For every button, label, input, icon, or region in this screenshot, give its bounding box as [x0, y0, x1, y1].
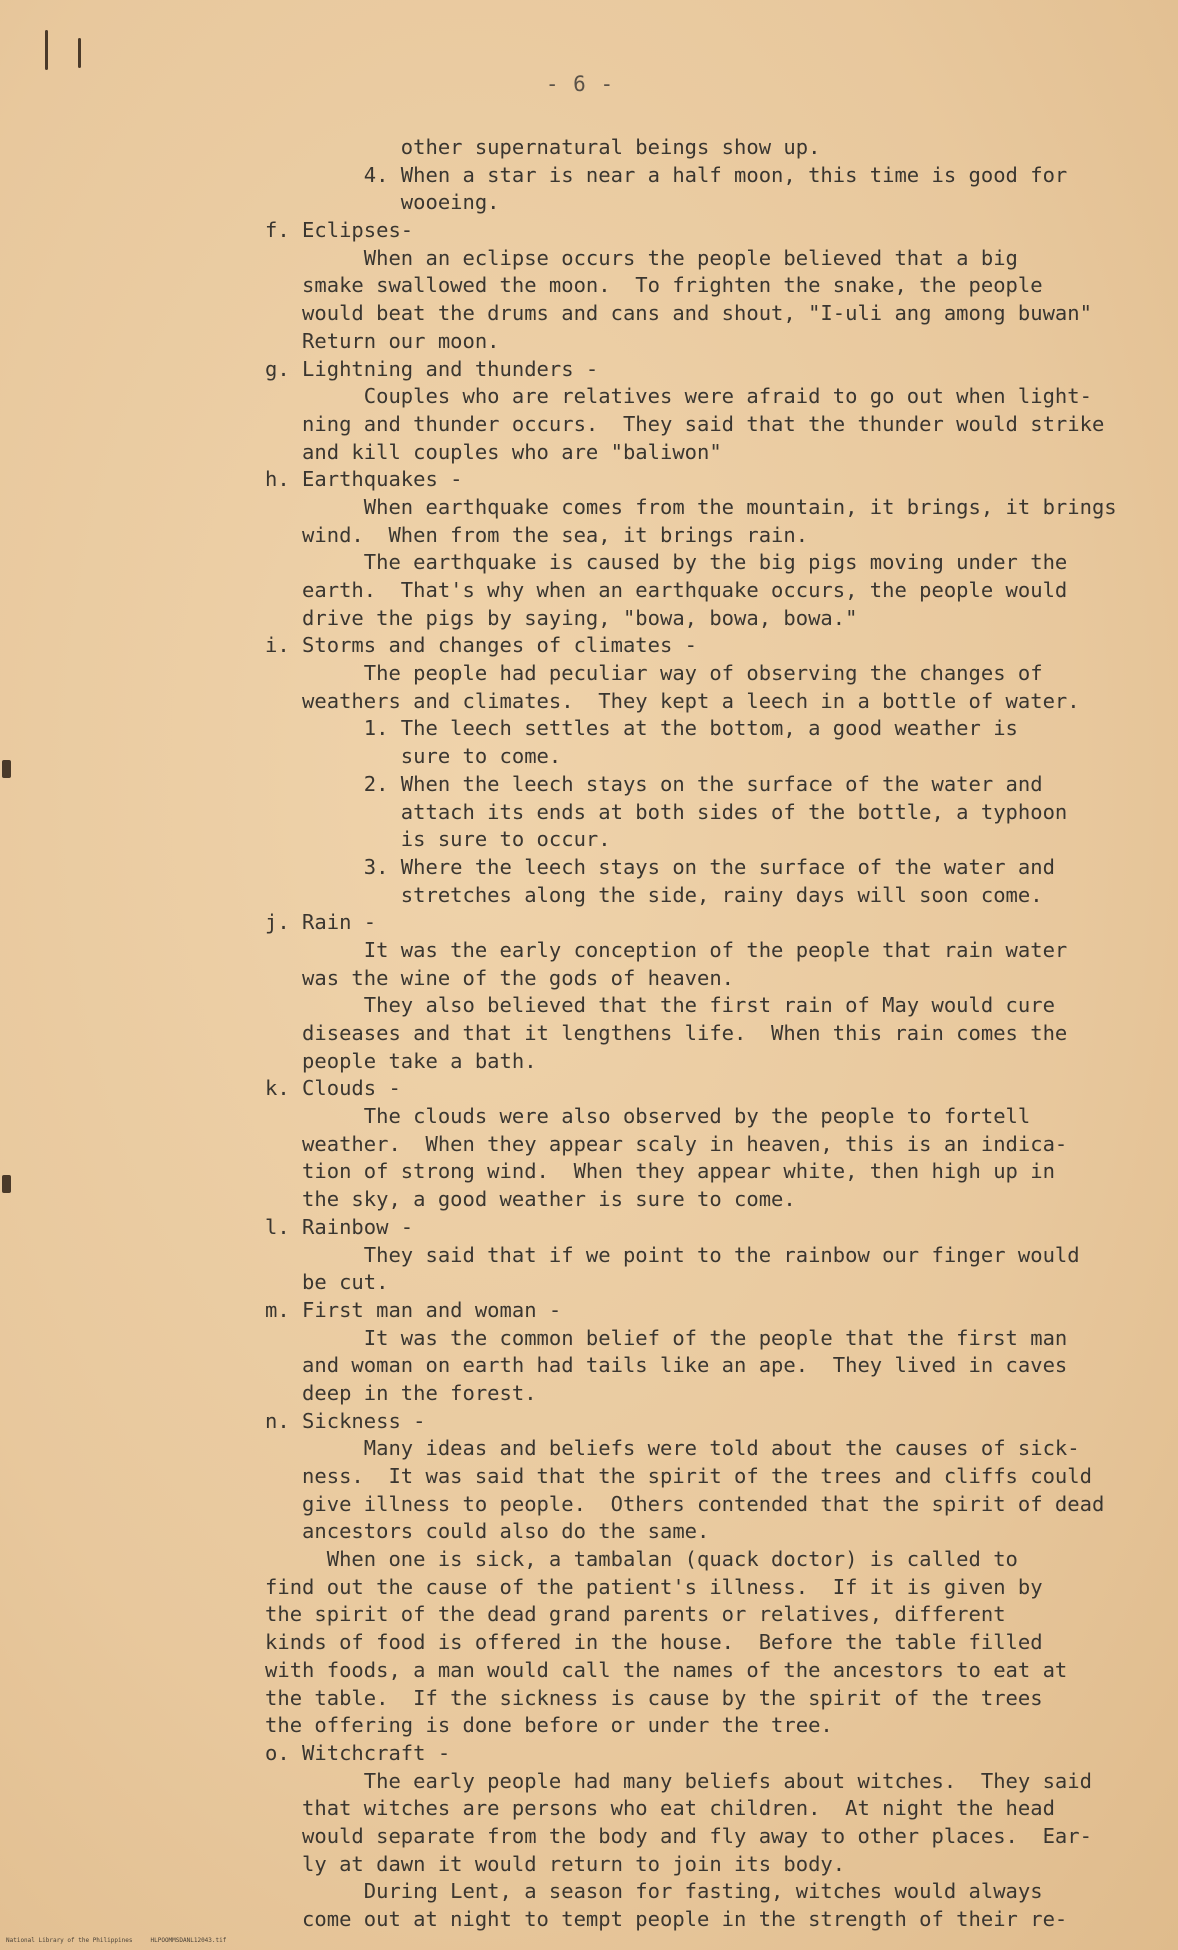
text-line: j. Rain - [228, 910, 377, 935]
text-line: When one is sick, a tambalan (quack doctor) is called to [228, 1547, 1018, 1572]
text-line: 3. Where the leech stays on the surface of the water and [228, 854, 1055, 879]
text-line: ning and thunder occurs. They said that the thunder would strike [228, 411, 1105, 436]
text-line: with foods, a man would call the names of the ancestors to eat at [228, 1657, 1068, 1682]
text-line: weather. When they appear scaly in heaven, this is an indica- [228, 1131, 1068, 1156]
text-line: and kill couples who are "baliwon" [228, 439, 722, 464]
text-line: deep in the forest. [228, 1380, 537, 1405]
text-line: 2. When the leech stays on the surface of the water and [228, 771, 1043, 796]
text-line: Couples who are relatives were afraid to go out when light- [228, 384, 1092, 409]
text-line: n. Sickness - [228, 1408, 426, 1433]
text-line: 1. The leech settles at the bottom, a good weather is [228, 716, 1018, 741]
text-line: kinds of food is offered in the house. Before the table filled [228, 1630, 1043, 1655]
text-line: the offering is done before or under the tree. [228, 1713, 833, 1738]
text-line: the table. If the sickness is cause by the spirit of the trees [228, 1685, 1043, 1710]
page-number: - 6 - [545, 72, 615, 96]
text-line: would beat the drums and cans and shout, "I-uli ang among buwan" [228, 301, 1092, 326]
text-line: diseases and that it lengthens life. When this rain comes the [228, 1021, 1068, 1045]
text-line: The clouds were also observed by the people to fortell [228, 1104, 1031, 1129]
margin-mark [2, 1175, 11, 1193]
text-line: give illness to people. Others contended that the spirit of dead [228, 1491, 1105, 1516]
text-line: f. Eclipses- [228, 218, 414, 243]
text-line: m. First man and woman - [228, 1297, 562, 1322]
text-line: find out the cause of the patient's illness. If it is given by [228, 1574, 1043, 1599]
text-line: wind. When from the sea, it brings rain. [228, 522, 809, 547]
text-line: sure to come. [228, 744, 562, 769]
text-line: When an eclipse occurs the people believed that a big [228, 245, 1018, 270]
scan-footer: National Library of the Philippines HLPOOMMSDANL12043.tif [6, 1937, 227, 1944]
text-line: other supernatural beings show up. [228, 135, 821, 159]
text-line: was the wine of the gods of heaven. [228, 965, 735, 990]
text-line: Many ideas and beliefs were told about the causes of sick- [228, 1436, 1080, 1461]
text-line: The earthquake is caused by the big pigs moving under the [228, 550, 1068, 575]
text-line: g. Lightning and thunders - [228, 356, 599, 381]
text-line: h. Earthquakes - [228, 467, 463, 492]
margin-mark [78, 38, 81, 68]
text-line: people take a bath. [228, 1048, 537, 1073]
text-line: They said that if we point to the rainbow our finger would [228, 1242, 1080, 1267]
text-line: stretches along the side, rainy days will soon come. [228, 882, 1043, 907]
text-line: The early people had many beliefs about witches. They said [228, 1768, 1092, 1793]
text-line: the spirit of the dead grand parents or relatives, different [228, 1602, 1006, 1627]
text-line: i. Storms and changes of climates - [228, 633, 697, 658]
text-line: come out at night to tempt people in the strength of their re- [228, 1907, 1068, 1931]
text-line: smake swallowed the moon. To frighten the snake, the people [228, 273, 1043, 298]
text-line: be cut. [228, 1270, 389, 1295]
document-text [228, 134, 1128, 1934]
text-line: would separate from the body and fly away to other places. Ear- [228, 1823, 1092, 1848]
text-line: When earthquake comes from the mountain, it brings, it brings [228, 494, 1117, 519]
text-line: The people had peculiar way of observing the changes of [228, 661, 1043, 686]
text-line: During Lent, a season for fasting, witches would always [228, 1879, 1043, 1904]
text-line: attach its ends at both sides of the bottle, a typhoon [228, 799, 1068, 824]
text-line: ly at dawn it would return to join its body. [228, 1851, 846, 1876]
text-line: tion of strong wind. When they appear white, then high up in [228, 1159, 1055, 1184]
text-line: o. Witchcraft - [228, 1740, 451, 1765]
margin-mark [45, 30, 48, 70]
text-line: ness. It was said that the spirit of the trees and cliffs could [228, 1464, 1092, 1488]
text-line: that witches are persons who eat children. At night the head [228, 1796, 1055, 1821]
text-line: 4. When a star is near a half moon, this time is good for [228, 162, 1068, 187]
text-line: Return our moon. [228, 328, 500, 353]
text-line: and woman on earth had tails like an ape. They lived in caves [228, 1353, 1068, 1378]
text-line: wooeing. [228, 190, 500, 215]
text-line: weathers and climates. They kept a leech in a bottle of water. [228, 688, 1080, 713]
text-line: k. Clouds - [228, 1076, 401, 1101]
text-line: the sky, a good weather is sure to come. [228, 1187, 796, 1212]
text-line: is sure to occur. [228, 827, 611, 852]
text-line: drive the pigs by saying, "bowa, bowa, bowa." [228, 605, 858, 630]
text-line: It was the early conception of the people that rain water [228, 937, 1068, 962]
text-line: l. Rainbow - [228, 1214, 414, 1239]
text-line: It was the common belief of the people that the first man [228, 1325, 1068, 1350]
margin-mark [2, 760, 11, 778]
text-line: ancestors could also do the same. [228, 1519, 710, 1544]
text-line: They also believed that the first rain of May would cure [228, 993, 1055, 1018]
text-line: earth. That's why when an earthquake occurs, the people would [228, 578, 1068, 602]
